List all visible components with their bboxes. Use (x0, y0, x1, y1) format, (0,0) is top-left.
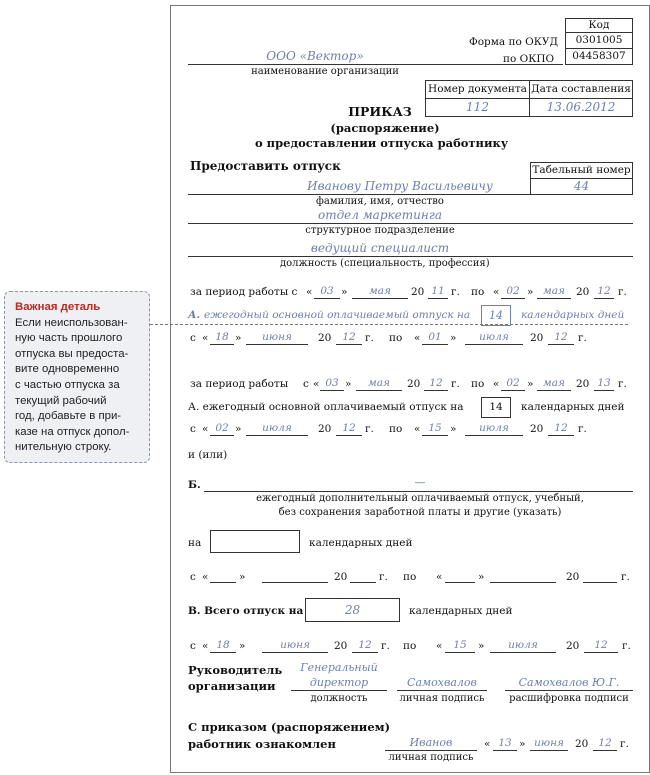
year-abbr: г. (621, 571, 630, 583)
blank-line (445, 582, 475, 583)
position-caption: должность (специальность, профессия) (280, 258, 490, 269)
quote-open: « (493, 286, 500, 298)
blank-line (336, 344, 362, 345)
quote-close: » (478, 571, 485, 583)
b-cal-days: календарных дней (309, 537, 413, 549)
blank-line (593, 750, 617, 751)
name-caption: фамилия, имя, отчество (316, 196, 444, 207)
okpo-label: по ОКПО (503, 53, 555, 65)
emp-day: 13 (498, 737, 512, 749)
head-decode-line (505, 690, 633, 691)
b-label: Б. (188, 479, 201, 491)
ack-label-2: работник ознакомлен (188, 737, 336, 751)
b1-from-day: 03 (320, 285, 334, 297)
name-line (188, 194, 530, 195)
head-decode: Самохвалов Ю.Г. (518, 676, 620, 689)
period-label-short: за период работы (190, 378, 289, 390)
b1-a-label-letter: А. (188, 309, 201, 321)
century: 20 (530, 423, 544, 435)
b-days-box (210, 530, 300, 553)
note-line: Если неиспользован- (15, 316, 128, 329)
v-start-month: июня (280, 639, 310, 651)
v-label: В. Всего отпуск на (188, 605, 304, 617)
blank-line (210, 582, 236, 583)
blank-line (356, 390, 402, 391)
or-label: и (или) (188, 449, 228, 461)
b2-from-month: мая (368, 377, 390, 389)
quote-close: » (478, 640, 485, 652)
okud-label: Форма по ОКУД (469, 36, 559, 48)
grant-label: Предоставить отпуск (190, 159, 341, 173)
emp-sign: Иванов (409, 736, 453, 749)
year-abbr: г. (379, 571, 388, 583)
blank-line (445, 652, 475, 653)
b2-days-box: 14 (481, 397, 511, 418)
blank-line (314, 298, 340, 299)
b2-start-day: 02 (215, 422, 229, 434)
blank-line (246, 435, 308, 436)
okpo-code-cell: 04458307 (565, 48, 633, 65)
department-caption: структурное подразделение (305, 225, 455, 236)
b2-to-day: 02 (506, 377, 520, 389)
po-label: по (389, 423, 403, 435)
s-label: с (190, 332, 196, 344)
period-label: за период работы с (190, 286, 298, 298)
blank-line (210, 435, 234, 436)
quote-open: « (436, 640, 443, 652)
v-start-year: 12 (358, 639, 372, 651)
year-abbr: г. (618, 286, 627, 298)
po-label: по (471, 378, 485, 390)
note-pointer-line (150, 324, 628, 325)
b2-from-day: 03 (325, 377, 339, 389)
b1-a-label: ежегодный основной оплачиваемый отпуск на (204, 309, 471, 321)
s-label: с (190, 571, 196, 583)
v-end-day: 15 (453, 639, 467, 651)
blank-line (262, 582, 328, 583)
position-line (188, 256, 633, 257)
b2-from-year: 12 (429, 377, 443, 389)
blank-line (352, 298, 408, 299)
b-caption2: без сохранения заработной платы и другие (указать) (278, 507, 562, 518)
code-header-cell: Код (565, 18, 633, 33)
century: 20 (530, 332, 544, 344)
v-start-day: 18 (216, 639, 230, 651)
b2-start-month: июля (262, 422, 292, 434)
quote-open: « (414, 332, 421, 344)
note-line: ную часть прошлого (15, 332, 123, 345)
century: 20 (334, 640, 348, 652)
year-abbr: г. (578, 332, 587, 344)
century: 20 (566, 571, 580, 583)
org-line (188, 64, 563, 65)
quote-close: » (239, 640, 246, 652)
head-position-1: Генеральный (300, 661, 378, 674)
quote-open: « (313, 378, 320, 390)
quote-close: » (527, 378, 534, 390)
title-subtitle: (распоряжение) (330, 121, 440, 135)
blank-line (584, 652, 618, 653)
century: 20 (407, 378, 421, 390)
year-abbr: г. (451, 378, 460, 390)
year-abbr: г. (618, 378, 627, 390)
head-position-2: директор (309, 676, 369, 689)
cap-decode: расшифровка подписи (509, 693, 629, 704)
head-label-1: Руководитель (188, 663, 283, 677)
blank-line (428, 298, 448, 299)
century: 20 (318, 423, 332, 435)
blank-line (548, 344, 574, 345)
department-value: отдел маркетинга (317, 208, 443, 222)
v-cal-days: календарных дней (409, 605, 513, 617)
na-label: на (188, 537, 202, 549)
b1-end-day: 01 (428, 331, 442, 343)
quote-close: » (239, 571, 246, 583)
year-abbr: г. (620, 738, 629, 750)
tab-number-header: Табельный номер (530, 162, 633, 179)
head-label-2: организации (188, 679, 276, 693)
s-label: с (303, 378, 309, 390)
head-sign-line (397, 690, 487, 691)
century: 20 (575, 738, 589, 750)
emp-sign-line (385, 750, 477, 751)
quote-close: » (341, 286, 348, 298)
note-title: Важная деталь (15, 301, 101, 313)
blank-line (594, 298, 614, 299)
quote-open: « (414, 423, 421, 435)
blank-line (583, 582, 617, 583)
b1-to-day: 02 (506, 285, 520, 297)
b2-a-label: А. ежегодный основной оплачиваемый отпуск на (188, 401, 464, 413)
quote-open: « (306, 286, 313, 298)
b2-end-month: июля (479, 422, 509, 434)
doc-date-value: 13.06.2012 (529, 98, 633, 117)
b-line (204, 491, 633, 492)
b1-start-year: 12 (342, 331, 356, 343)
note-line: с частью отпуска за (15, 378, 120, 391)
blank-line (594, 390, 614, 391)
b2-start-year: 12 (342, 422, 356, 434)
century: 20 (334, 571, 348, 583)
quote-open: « (202, 423, 209, 435)
blank-line (262, 652, 328, 653)
year-abbr: г. (365, 423, 374, 435)
org-caption: наименование организации (251, 66, 399, 77)
century: 20 (411, 286, 425, 298)
blank-line (490, 652, 556, 653)
org-name: ООО «Вектор» (266, 49, 364, 63)
head-position-line (291, 690, 387, 691)
blank-line (424, 390, 448, 391)
doc-number-header: Номер документа (425, 80, 530, 99)
b1-to-year: 12 (597, 285, 611, 297)
b1-cal-days: календарных дней (521, 309, 625, 321)
century: 20 (576, 378, 590, 390)
quote-close: » (235, 332, 242, 344)
b2-end-day: 15 (428, 422, 442, 434)
blank-line (336, 435, 362, 436)
blank-line (490, 582, 556, 583)
po-label: по (403, 571, 417, 583)
cap-emp-sign: личная подпись (388, 752, 474, 763)
b1-end-year: 12 (554, 331, 568, 343)
v-days-box: 28 (305, 598, 400, 622)
emp-month: июня (534, 737, 564, 749)
quote-close: » (235, 423, 242, 435)
quote-open: « (493, 378, 500, 390)
b-dash: — (414, 476, 426, 489)
employee-name: Иванову Петру Васильевичу (307, 179, 493, 193)
blank-line (501, 390, 525, 391)
b1-from-year: 11 (431, 285, 445, 297)
blank-line (465, 344, 523, 345)
b1-to-month: мая (543, 285, 565, 297)
ack-label-1: С приказом (распоряжением) (188, 720, 391, 734)
quote-open: « (202, 571, 209, 583)
note-line: отпуска вы предоста- (15, 347, 129, 360)
quote-close: » (450, 332, 457, 344)
po-label: по (403, 640, 417, 652)
b2-end-year: 12 (554, 422, 568, 434)
quote-open: « (202, 332, 209, 344)
doc-date-header: Дата составления (529, 80, 633, 99)
blank-line (422, 435, 448, 436)
year-abbr: г. (578, 423, 587, 435)
b2-to-year: 13 (597, 377, 611, 389)
b1-start-day: 18 (215, 331, 229, 343)
s-label: с (190, 640, 196, 652)
blank-line (320, 390, 344, 391)
note-line: вите одновременно (15, 363, 120, 376)
year-abbr: г. (622, 640, 631, 652)
b1-start-month: июня (262, 331, 292, 343)
b-caption1: ежегодный дополнительный оплачиваемый отпуск, учебный, (256, 493, 584, 504)
blank-line (493, 750, 517, 751)
title-purpose: о предоставлении отпуска работнику (255, 136, 509, 150)
b2-to-month: мая (543, 377, 565, 389)
quote-open: « (436, 571, 443, 583)
century: 20 (318, 332, 332, 344)
v-end-month: июля (508, 639, 538, 651)
note-line: текущий рабочий (15, 394, 107, 407)
blank-line (422, 344, 448, 345)
okud-code-cell: 0301005 (565, 32, 633, 49)
blank-line (537, 298, 571, 299)
quote-close: » (527, 286, 534, 298)
quote-close: » (519, 738, 526, 750)
quote-open: « (202, 640, 209, 652)
emp-year: 12 (598, 737, 612, 749)
s-label: с (190, 423, 196, 435)
side-note (4, 291, 150, 463)
century: 20 (566, 640, 580, 652)
b2-cal-days: календарных дней (521, 401, 625, 413)
b1-days-box: 14 (481, 305, 511, 326)
doc-number-value: 112 (425, 98, 530, 117)
b1-from-month: мая (369, 285, 391, 297)
quote-close: » (345, 378, 352, 390)
note-line: нительную строку. (15, 441, 112, 454)
position-value: ведущий специалист (310, 241, 450, 255)
blank-line (501, 298, 525, 299)
blank-line (530, 750, 568, 751)
blank-line (246, 344, 308, 345)
head-sign: Самохвалов (407, 676, 477, 689)
quote-close: » (450, 423, 457, 435)
po-label: по (471, 286, 485, 298)
century: 20 (576, 286, 590, 298)
department-line (188, 223, 633, 224)
year-abbr: г. (451, 286, 460, 298)
po-label: по (389, 332, 403, 344)
note-line: казе на отпуск допол- (15, 425, 130, 438)
blank-line (465, 435, 523, 436)
blank-line (210, 652, 236, 653)
tab-number-value: 44 (530, 178, 633, 195)
cap-position: должность (310, 693, 368, 704)
year-abbr: г. (381, 640, 390, 652)
year-abbr: г. (365, 332, 374, 344)
blank-line (537, 390, 571, 391)
v-end-year: 12 (594, 639, 608, 651)
title-order: ПРИКАЗ (348, 104, 412, 119)
cap-sign: личная подпись (399, 693, 485, 704)
blank-line (210, 344, 234, 345)
blank-line (548, 435, 574, 436)
blank-line (350, 582, 376, 583)
quote-open: « (484, 738, 491, 750)
b1-end-month: июля (479, 331, 509, 343)
note-line: год, добавьте в при- (15, 410, 122, 423)
blank-line (352, 652, 378, 653)
